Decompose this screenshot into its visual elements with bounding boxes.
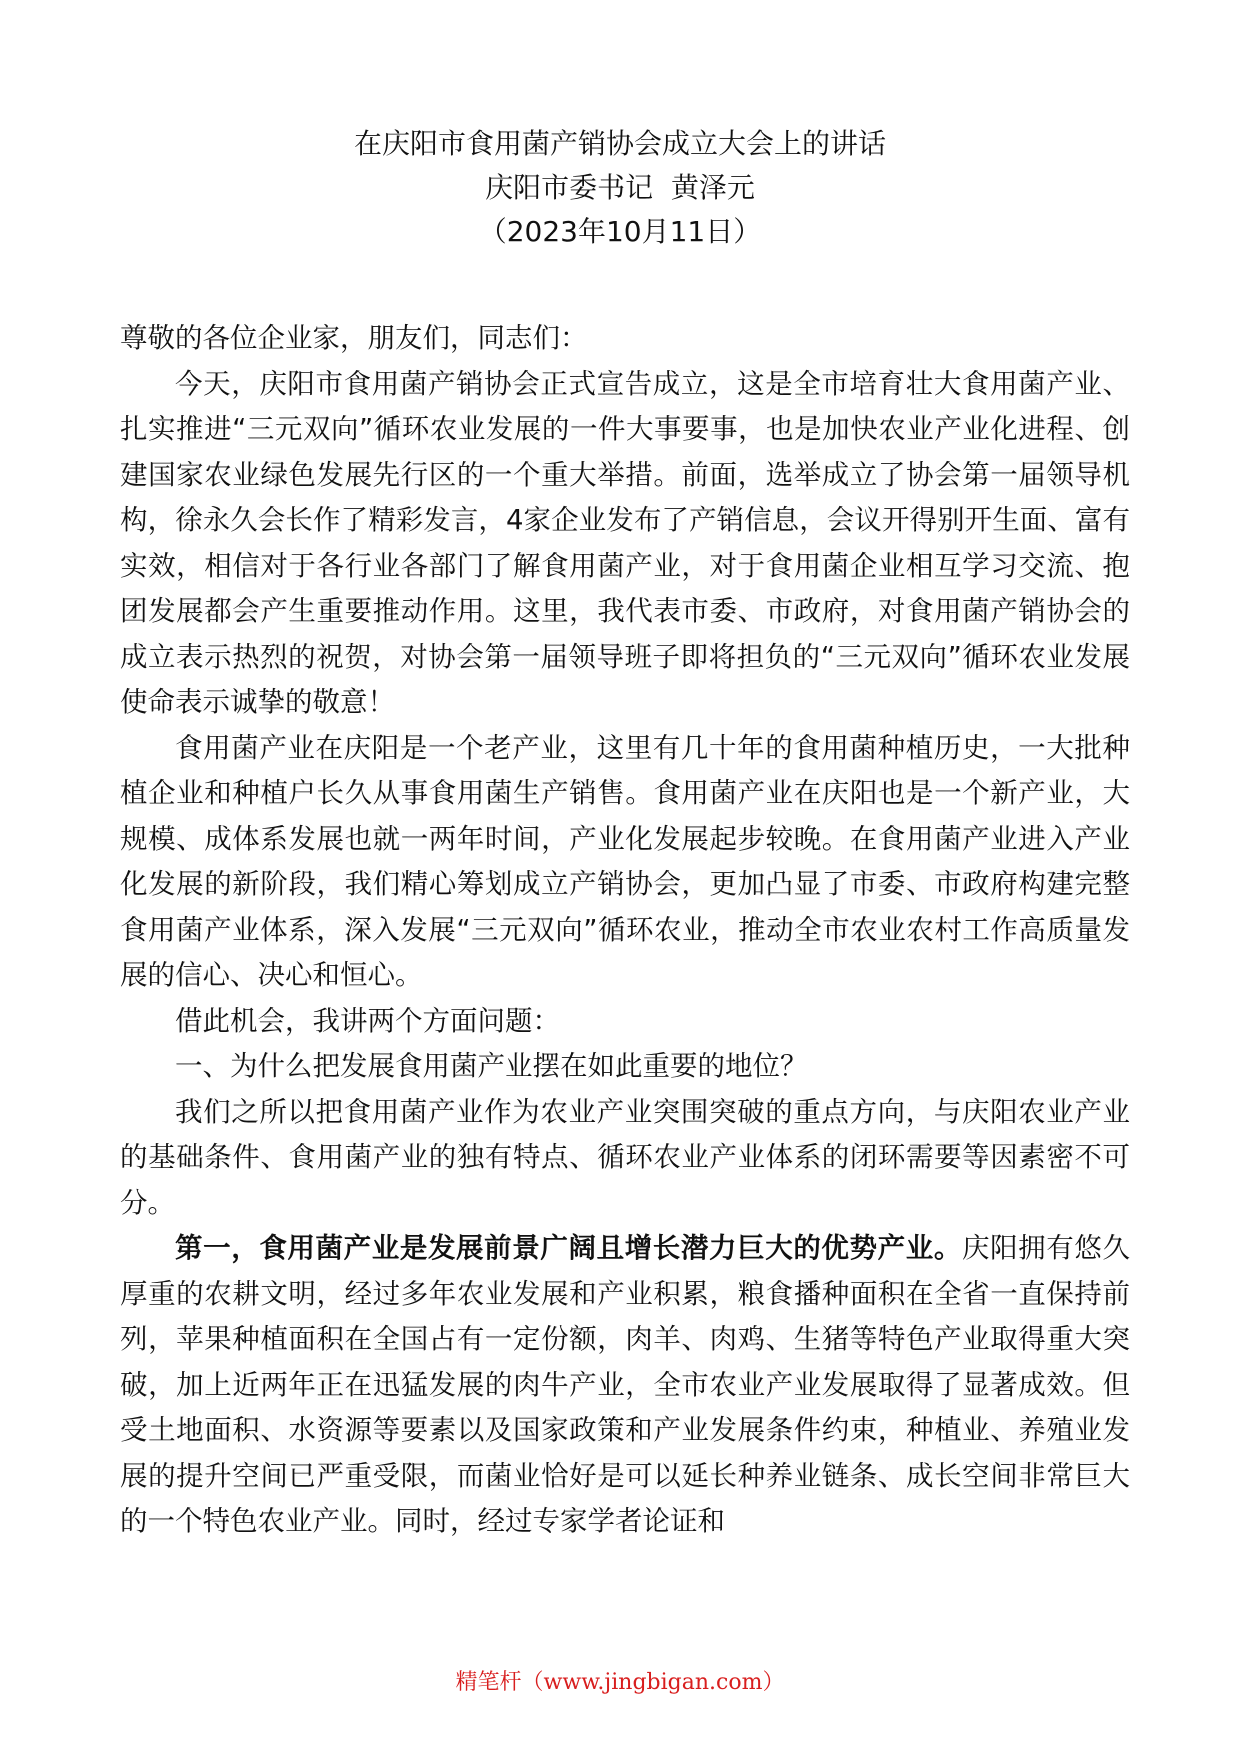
paragraph-6 bbox=[120, 1226, 1130, 1545]
watermark-footer: 精笔杆（www.jingbigan.com） bbox=[455, 1670, 785, 1695]
speech-body bbox=[120, 316, 1130, 1545]
paragraph-3: 借此机会，我讲两个方面问题： bbox=[175, 1004, 560, 1037]
paragraph-6-lead: 第一，食用菌产业是发展前景广阔且增长潜力巨大的优势产业。 bbox=[175, 1232, 962, 1264]
paragraph-5: 我们之所以把食用菌产业作为农业产业突围突破的重点方向，与庆阳农业产业的基础条件、食用菌产业的独有特点、循环农业产业体系的闭环需要等因素密不可分。 bbox=[120, 1095, 1130, 1219]
section-heading-1: 一、为什么把发展食用菌产业摆在如此重要的地位？ bbox=[175, 1050, 808, 1082]
paragraph-2: 食用菌产业在庆阳是一个老产业，这里有几十年的食用菌种植历史，一大批种植企业和种植户长久从事食用菌生产销售。食用菌产业在庆阳也是一个新产业，大规模、成体系发展也就一两年时间，产业化发展起步较晚。在食用菌产业进入产业化发展的新阶段，我们精心筹划成立产销协会，更加凸显了市委、市政府构建完整食用菌产业体系，深入发展“三元双向”循环农业，推动全市农业农村工作高质量发展的信心、决心和恒心。 bbox=[120, 731, 1130, 991]
document-header bbox=[0, 122, 1240, 254]
date-line: （2023年10月11日） bbox=[478, 215, 762, 248]
paragraph-1: 今天，庆阳市食用菌产销协会正式宣告成立，这是全市培育壮大食用菌产业、扎实推进“三元双向”循环农业发展的一件大事要事，也是加快农业产业化进程、创建国家农业绿色发展先行区的一个重大举措。前面，选举成立了协会第一届领导机构，徐永久会长作了精彩发言，4家企业发布了产销信息，会议开得别开生面、富有实效，相信对于各行业各部门了解食用菌产业，对于食用菌企业相互学习交流、抱团发展都会产生重要推动作用。这里，我代表市委、市政府，对食用菌产销协会的成立表示热烈的祝贺，对协会第一届领导班子即将担负的“三元双向”循环农业发展使命表示诚挚的敬意！ bbox=[120, 367, 1130, 718]
document-title: 在庆阳市食用菌产销协会成立大会上的讲话 bbox=[353, 127, 886, 160]
salutation: 尊敬的各位企业家，朋友们，同志们： bbox=[120, 322, 588, 354]
paragraph-6-text: 庆阳拥有悠久厚重的农耕文明，经过多年农业发展和产业积累，粮食播种面积在全省一直保持前列，苹果种植面积在全国占有一定份额，肉羊、肉鸡、生猪等特色产业取得重大突破，加上近两年正在迅猛发展的肉牛产业，全市农业产业发展取得了显著成效。但受土地面积、水资源等要素以及国家政策和产业发展条件约束，种植业、养殖业发展的提升空间已严重受限，而菌业恰好是可以延长种养业链条、成长空间非常巨大的一个特色农业产业。同时，经过专家学者论证和 bbox=[120, 1232, 1130, 1537]
author-line: 庆阳市委书记 黄泽元 bbox=[485, 171, 755, 204]
